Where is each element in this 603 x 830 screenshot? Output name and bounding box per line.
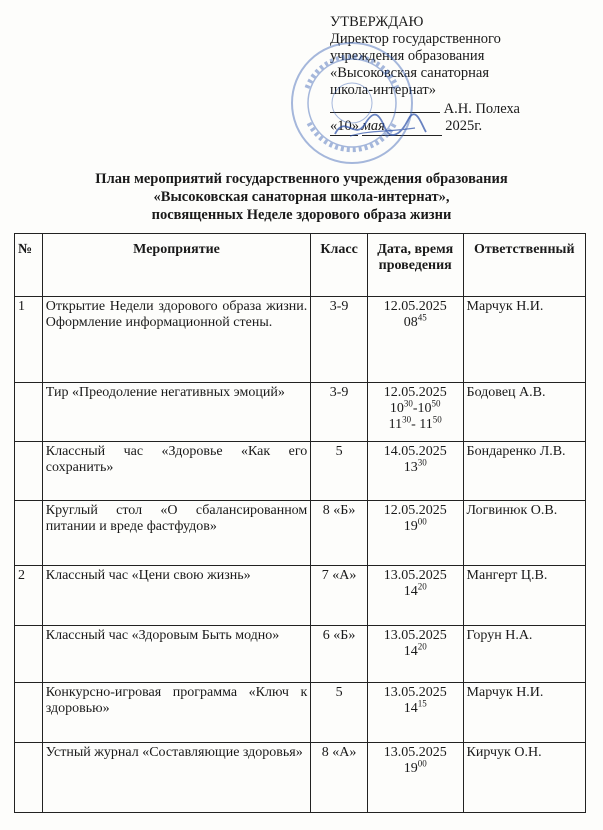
row-num [15, 501, 43, 566]
table-row [15, 442, 586, 501]
approval-line: школа-интернат» [330, 82, 436, 98]
row-class: 6 «Б» [311, 626, 368, 683]
header-responsible: Ответственный [463, 234, 585, 297]
row-responsible: Логвинюк О.В. [463, 501, 585, 566]
row-event: Конкурсно-игровая программа «Ключ к здоровью» [42, 683, 311, 743]
table-row [15, 626, 586, 683]
row-date: 12.05.2025 $10^{30}-10^{50}$ $11^{30}-$ $11^{50}$ [367, 383, 463, 442]
table-row [15, 683, 586, 743]
row-class: 8 «Б» [311, 501, 368, 566]
document-title [0, 170, 603, 224]
header-date: Дата, время проведения [367, 234, 463, 297]
row-responsible: Марчук Н.И. [463, 297, 585, 383]
row-class: 5 [311, 683, 368, 743]
date-year: 2025г. [445, 118, 483, 134]
date-day: «10» [330, 118, 359, 134]
date-month: мая [362, 118, 442, 136]
approval-line: «Высоковская санаторная [330, 65, 490, 81]
row-responsible: Кирчук О.Н. [463, 743, 585, 813]
row-date: 13.05.2025 $19^{00}$ [367, 743, 463, 813]
header-class: Класс [311, 234, 368, 297]
table-row [15, 501, 586, 566]
row-num [15, 743, 43, 813]
row-num [15, 383, 43, 442]
row-class: 7 «А» [311, 566, 368, 626]
row-responsible: Марчук Н.И. [463, 683, 585, 743]
row-class: 3-9 [311, 383, 368, 442]
row-responsible: Горун Н.А. [463, 626, 585, 683]
row-class: 5 [311, 442, 368, 501]
table-row [15, 297, 586, 383]
row-event: Классный час «Здоровым Быть модно» [42, 626, 311, 683]
row-responsible: Мангерт Ц.В. [463, 566, 585, 626]
events-table [14, 233, 586, 813]
row-responsible: Бодовец А.В. [463, 383, 585, 442]
row-num [15, 683, 43, 743]
title-line: «Высоковская санаторная школа-интернат», [153, 189, 450, 205]
row-num: 2 [15, 566, 43, 626]
table-header-row [15, 234, 586, 297]
table-row [15, 743, 586, 813]
row-class: 8 «А» [311, 743, 368, 813]
approval-date [330, 118, 600, 136]
signer-name: А.Н. Полеха [443, 101, 520, 117]
table-row [15, 383, 586, 442]
table-row [15, 566, 586, 626]
row-event: Открытие Недели здорового образа жизни. Оформление информационной стены. [42, 297, 311, 383]
row-responsible: Бондаренко Л.В. [463, 442, 585, 501]
row-event: Классный час «Цени свою жизнь» [42, 566, 311, 626]
row-date: 13.05.2025 $14^{20}$ [367, 626, 463, 683]
row-date: 14.05.2025 $13^{30}$ [367, 442, 463, 501]
title-line: План мероприятий государственного учреждения образования [95, 171, 508, 187]
row-num [15, 626, 43, 683]
signature-line [330, 99, 600, 118]
row-date: 13.05.2025 $14^{15}$ [367, 683, 463, 743]
approval-heading: УТВЕРЖДАЮ [330, 14, 424, 30]
row-num: 1 [15, 297, 43, 383]
header-event: Мероприятие [42, 234, 311, 297]
row-event: Круглый стол «О сбалансированном питании и вреде фастфудов» [42, 501, 311, 566]
row-date: 12.05.2025 $19^{00}$ [367, 501, 463, 566]
title-line: посвященных Неделе здорового образа жизни [151, 207, 452, 223]
row-class: 3-9 [311, 297, 368, 383]
approval-line: Директор государственного [330, 31, 501, 47]
row-num [15, 442, 43, 501]
row-date: 13.05.2025 $14^{20}$ [367, 566, 463, 626]
approval-line: учреждения образования [330, 48, 485, 64]
row-date: 12.05.2025 $08^{45}$ [367, 297, 463, 383]
header-num: № [15, 234, 43, 297]
approval-block [330, 14, 600, 136]
row-event: Тир «Преодоление негативных эмоций» [42, 383, 311, 442]
row-event: Устный журнал «Составляющие здоровья» [42, 743, 311, 813]
row-event: Классный час «Здоровье «Как его сохранить» [42, 442, 311, 501]
